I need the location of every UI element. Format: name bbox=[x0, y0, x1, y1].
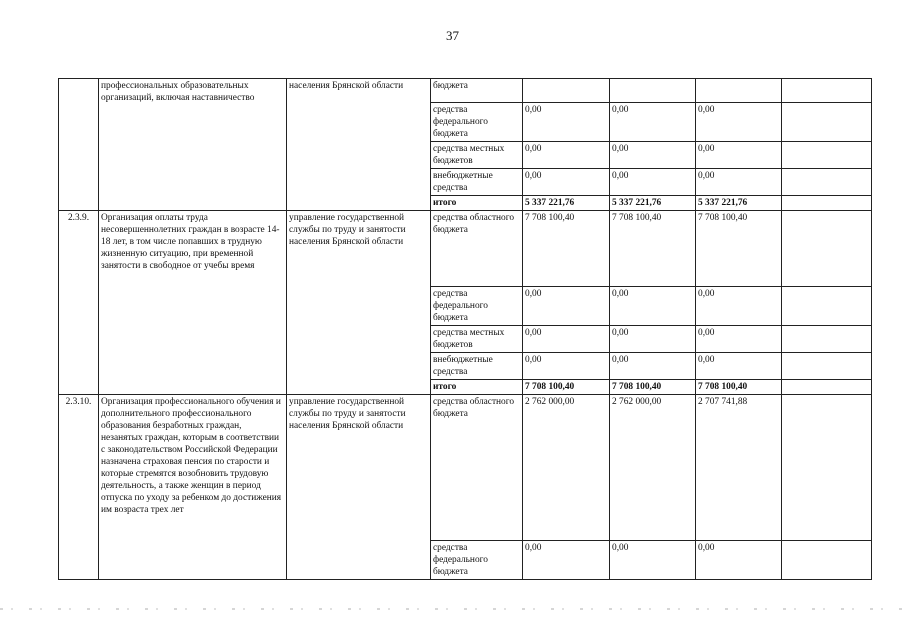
empty-cell bbox=[782, 395, 872, 541]
funding-source: средства областного бюджета bbox=[431, 211, 523, 287]
value-cell: 0,00 bbox=[610, 103, 696, 142]
total-value: 5 337 221,76 bbox=[610, 196, 696, 211]
funding-source: бюджета bbox=[431, 79, 523, 103]
value-cell: 7 708 100,40 bbox=[610, 211, 696, 287]
value-cell: 0,00 bbox=[696, 103, 782, 142]
value-cell: 0,00 bbox=[610, 169, 696, 196]
value-cell: 0,00 bbox=[696, 541, 782, 580]
item-number-cell bbox=[59, 79, 99, 211]
value-cell bbox=[523, 79, 610, 103]
value-cell: 2 707 741,88 bbox=[696, 395, 782, 541]
empty-cell bbox=[782, 103, 872, 142]
page-number: 37 bbox=[446, 28, 459, 43]
empty-cell bbox=[782, 380, 872, 395]
empty-cell bbox=[782, 196, 872, 211]
funding-source: внебюджетные средства bbox=[431, 169, 523, 196]
funding-source: средства местных бюджетов bbox=[431, 142, 523, 169]
empty-cell bbox=[782, 211, 872, 287]
table-row bbox=[59, 395, 872, 541]
item-number-cell: 2.3.9. bbox=[59, 211, 99, 395]
item-executor-cell: управление государственной службы по труду и занятости населения Брянской области bbox=[287, 211, 431, 395]
value-cell: 0,00 bbox=[610, 541, 696, 580]
value-cell: 0,00 bbox=[523, 103, 610, 142]
value-cell bbox=[696, 79, 782, 103]
empty-cell bbox=[782, 142, 872, 169]
scan-artifact bbox=[0, 608, 905, 610]
value-cell: 0,00 bbox=[696, 287, 782, 326]
value-cell: 0,00 bbox=[696, 353, 782, 380]
value-cell: 0,00 bbox=[610, 326, 696, 353]
value-cell: 0,00 bbox=[523, 541, 610, 580]
table-row bbox=[59, 79, 872, 103]
value-cell: 7 708 100,40 bbox=[696, 211, 782, 287]
value-cell: 0,00 bbox=[523, 353, 610, 380]
budget-table bbox=[58, 78, 872, 580]
total-value: 5 337 221,76 bbox=[696, 196, 782, 211]
empty-cell bbox=[782, 287, 872, 326]
total-label: итого bbox=[431, 380, 523, 395]
funding-source: средства федерального бюджета bbox=[431, 103, 523, 142]
table-row bbox=[59, 211, 872, 287]
value-cell: 0,00 bbox=[696, 142, 782, 169]
total-value: 5 337 221,76 bbox=[523, 196, 610, 211]
value-cell: 2 762 000,00 bbox=[610, 395, 696, 541]
value-cell: 0,00 bbox=[696, 169, 782, 196]
empty-cell bbox=[782, 326, 872, 353]
item-name-cell: профессиональных образовательных организаций, включая наставничество bbox=[99, 79, 287, 211]
value-cell bbox=[610, 79, 696, 103]
value-cell: 7 708 100,40 bbox=[523, 211, 610, 287]
value-cell: 0,00 bbox=[610, 142, 696, 169]
funding-source: средства местных бюджетов bbox=[431, 326, 523, 353]
total-value: 7 708 100,40 bbox=[696, 380, 782, 395]
empty-cell bbox=[782, 79, 872, 103]
funding-source: средства федерального бюджета bbox=[431, 287, 523, 326]
funding-source: внебюджетные средства bbox=[431, 353, 523, 380]
value-cell: 2 762 000,00 bbox=[523, 395, 610, 541]
total-value: 7 708 100,40 bbox=[610, 380, 696, 395]
item-executor-cell: населения Брянской области bbox=[287, 79, 431, 211]
funding-source: средства областного бюджета bbox=[431, 395, 523, 541]
value-cell: 0,00 bbox=[696, 326, 782, 353]
value-cell: 0,00 bbox=[610, 353, 696, 380]
value-cell: 0,00 bbox=[523, 142, 610, 169]
value-cell: 0,00 bbox=[610, 287, 696, 326]
item-executor-cell: управление государственной службы по труду и занятости населения Брянской области bbox=[287, 395, 431, 580]
item-number-cell: 2.3.10. bbox=[59, 395, 99, 580]
item-name-cell: Организация профессионального обучения и дополнительного профессионального образования безработных граждан, незанятых граждан, которым в соответствии с законодательством Российской Федерации назначена страховая пенсия по старости и которые стремятся возобновить трудовую деятельность, а также женщин в период отпуска по уходу за ребенком до достижения им возраста трех лет bbox=[99, 395, 287, 580]
value-cell: 0,00 bbox=[523, 169, 610, 196]
item-name-cell: Организация оплаты труда несовершеннолетних граждан в возрасте 14-18 лет, в том числе попавших в трудную жизненную ситуацию, при временной занятости в свободное от учебы время bbox=[99, 211, 287, 395]
total-value: 7 708 100,40 bbox=[523, 380, 610, 395]
empty-cell bbox=[782, 169, 872, 196]
value-cell: 0,00 bbox=[523, 287, 610, 326]
funding-source: средства федерального бюджета bbox=[431, 541, 523, 580]
total-label: итого bbox=[431, 196, 523, 211]
empty-cell bbox=[782, 541, 872, 580]
empty-cell bbox=[782, 353, 872, 380]
value-cell: 0,00 bbox=[523, 326, 610, 353]
